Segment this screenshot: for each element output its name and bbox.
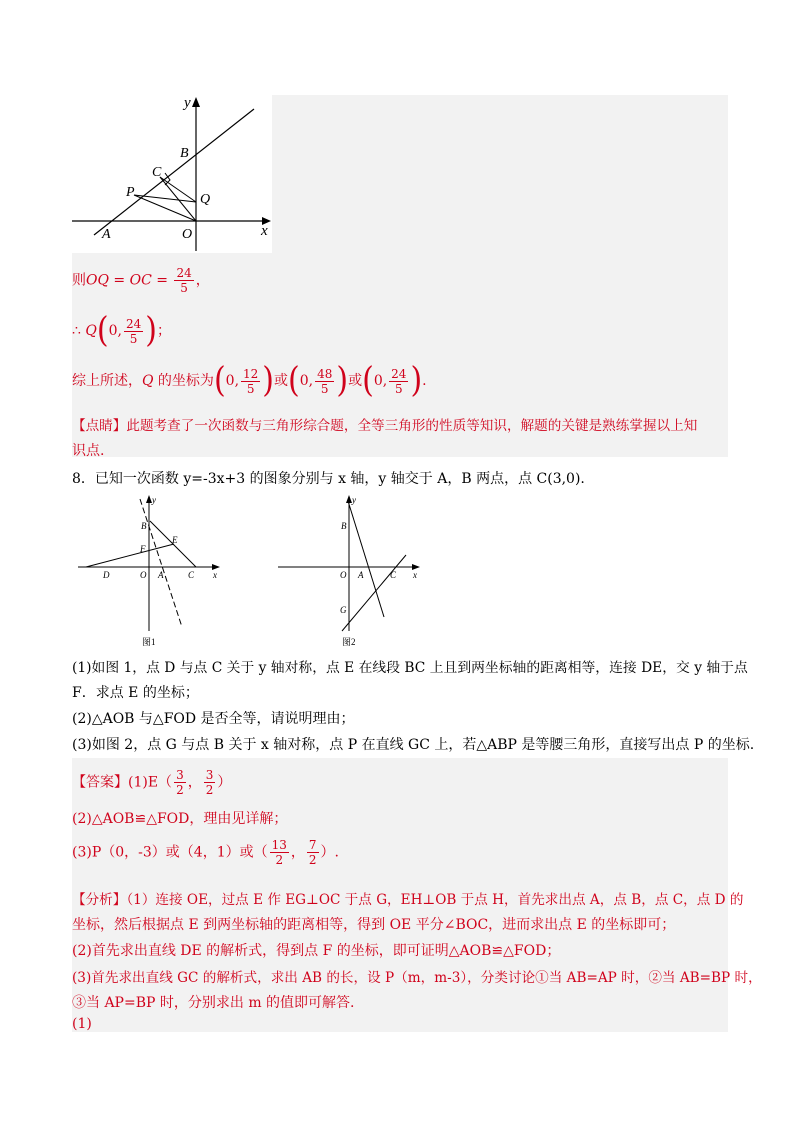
frac-den: 2	[205, 783, 214, 797]
paren-right: )	[336, 360, 349, 401]
question-3: (3)如图 2，点 G 与点 B 关于 x 轴对称，点 P 在直线 GC 上，若△ABP 是等腰三角形，直接写出点 P 的坐标.	[72, 737, 755, 753]
fig1-label-O: O	[140, 570, 147, 580]
frac-den: 2	[275, 853, 284, 867]
paren-left: (	[96, 310, 109, 351]
fig-top-label-A: A	[102, 227, 111, 242]
analysis-line3: (2)首先求出直线 DE 的解析式，得到点 F 的坐标，即可证明△AOB≌△FOD；	[72, 943, 561, 959]
figure-1	[78, 493, 226, 648]
sol-q-suffix: ；	[156, 323, 171, 339]
fig-top-label-P: P	[126, 185, 135, 200]
answer-1-end: ）	[217, 774, 232, 791]
sol-oq-suffix: ，	[195, 272, 210, 289]
analysis-line1: 【分析】（1）连接 OE，过点 E 作 EG⊥OC 于点 G，EH⊥OB 于点 H，首先求出点 A，点 B，点 C，点 D 的	[72, 892, 744, 908]
frac-num: 3	[205, 768, 214, 782]
frac-num: 24	[125, 316, 142, 331]
summary-c3-zero: 0,	[373, 373, 388, 389]
frac-den: 5	[180, 281, 188, 295]
sol-oq-lhs: OQ	[86, 272, 109, 289]
question-2: (2)△AOB 与△FOD 是否全等，请说明理由；	[72, 711, 355, 727]
analysis-line5: ③当 AP=BP 时，分别求出 m 的值即可解答.	[72, 995, 355, 1011]
fig1-label-B: B	[141, 521, 147, 531]
answer-1	[72, 768, 231, 797]
sol-oq-mid: OC	[129, 272, 152, 289]
frac-den: 5	[320, 381, 329, 396]
answer-3-end: ）.	[320, 844, 339, 861]
fig-top-label-x: x	[261, 223, 268, 239]
answer-2: (2)△AOB≌△FOD，理由见详解；	[72, 811, 288, 827]
sol-oq-frac	[174, 266, 193, 295]
fig-top-label-Q: Q	[200, 192, 211, 207]
fig1-caption: 图1	[142, 637, 156, 647]
fig2-label-y: y	[352, 495, 356, 505]
analysis-line6: (1)	[72, 1016, 92, 1032]
fig1-label-E: E	[172, 535, 178, 545]
fig2-label-A: A	[358, 570, 364, 580]
sol-oq-eq2: =	[151, 272, 173, 289]
summary-end: .	[422, 373, 427, 389]
summary-name: Q	[142, 373, 154, 389]
frac-num: 24	[391, 366, 407, 381]
fig2-label-O: O	[340, 570, 347, 580]
fig1-label-C: C	[188, 570, 195, 580]
fig2-label-x: x	[413, 570, 417, 580]
frac-num: 3	[176, 768, 184, 782]
summary-line	[72, 360, 427, 401]
paren-right: )	[410, 360, 423, 401]
summary-c1-frac	[241, 367, 260, 396]
analysis-line2: 坐标，然后根据点 E 到两坐标轴的距离相等，得到 OE 平分∠BOC，进而求出点 E 的坐标即可；	[72, 917, 676, 933]
question-1-line2: F．求点 E 的坐标；	[72, 685, 199, 701]
sol-q-zero: 0,	[108, 323, 122, 339]
problem8-stem: 8．已知一次函数 y=-3x+3 的图象分别与 x 轴，y 轴交于 A，B 两点，点 C(3,0).	[72, 471, 585, 487]
solution-oq	[72, 266, 210, 295]
frac-den: 5	[129, 331, 138, 346]
fig-top-label-C: C	[152, 165, 162, 180]
dianjing-line2: 识点.	[72, 443, 105, 459]
answer-1-x-frac	[174, 768, 186, 797]
question-1-line1: (1)如图 1，点 D 与点 C 关于 y 轴对称，点 E 在线段 BC 上且到两坐标轴的距离相等，连接 DE，交 y 轴于点	[72, 660, 748, 676]
frac-num: 13	[271, 838, 287, 852]
answer-1-prefix: 【答案】(1)E（	[72, 774, 173, 791]
fig-top-label-O: O	[182, 227, 193, 242]
frac-num: 24	[176, 266, 192, 280]
fig-top-label-B: B	[180, 146, 189, 161]
fig2-label-B: B	[341, 521, 347, 531]
fig2-caption: 图2	[342, 637, 356, 647]
summary-mid: 的坐标为	[153, 373, 214, 389]
fig1-label-F: F	[140, 544, 146, 554]
summary-c1-zero: 0,	[225, 373, 240, 389]
frac-den: 5	[246, 381, 255, 396]
solution-q	[72, 310, 171, 351]
frac-den: 5	[394, 381, 403, 396]
dianjing-line1: 【点睛】此题考查了一次函数与三角形综合题，全等三角形的性质等知识，解题的关键是熟练掌握以上知	[72, 418, 698, 434]
frac-num: 7	[308, 838, 317, 852]
summary-c2-zero: 0,	[299, 373, 314, 389]
answer-1-sep: ，	[187, 774, 202, 791]
frac-num: 48	[317, 366, 333, 381]
summary-or2: 或	[348, 373, 363, 389]
paren-left: (	[362, 360, 374, 401]
figure-2	[278, 493, 426, 648]
fig1-label-A: A	[158, 570, 164, 580]
answer-3	[72, 838, 339, 867]
answer-3-sep: ，	[290, 844, 305, 861]
answer-1-y-frac	[204, 768, 216, 797]
fig2-label-G: G	[340, 605, 347, 615]
fig1-label-y: y	[152, 495, 156, 505]
therefore-symbol: ∴	[72, 323, 81, 339]
sol-oq-prefix: 则	[72, 272, 86, 289]
fig-top-label-y: y	[184, 95, 191, 111]
fig2-label-C: C	[390, 570, 397, 580]
summary-prefix: 综上所述，	[72, 373, 142, 389]
analysis-line4: (3)首先求出直线 GC 的解析式，求出 AB 的长，设 P（m，m-3），分类讨论①当 AB=AP 时，②当 AB=BP 时，	[72, 970, 762, 986]
paren-right: )	[145, 310, 157, 351]
sol-q-frac	[124, 317, 143, 346]
fig1-label-D: D	[103, 570, 110, 580]
answer-3-y-frac	[307, 838, 319, 867]
answer-3-x-frac	[270, 838, 289, 867]
answer-3-prefix: (3)P（0，-3）或（4，1）或（	[72, 844, 268, 861]
frac-den: 2	[176, 783, 184, 797]
summary-c3-frac	[389, 367, 408, 396]
sol-q-name: Q	[85, 323, 97, 339]
figure-top	[72, 95, 272, 253]
sol-oq-eq1: =	[108, 272, 130, 289]
frac-num: 12	[243, 366, 259, 381]
frac-den: 2	[308, 853, 317, 867]
paren-left: (	[288, 360, 300, 401]
paren-right: )	[262, 360, 275, 401]
fig1-label-x: x	[213, 570, 217, 580]
summary-or1: 或	[274, 373, 289, 389]
summary-c2-frac	[315, 367, 334, 396]
paren-left: (	[213, 360, 226, 401]
